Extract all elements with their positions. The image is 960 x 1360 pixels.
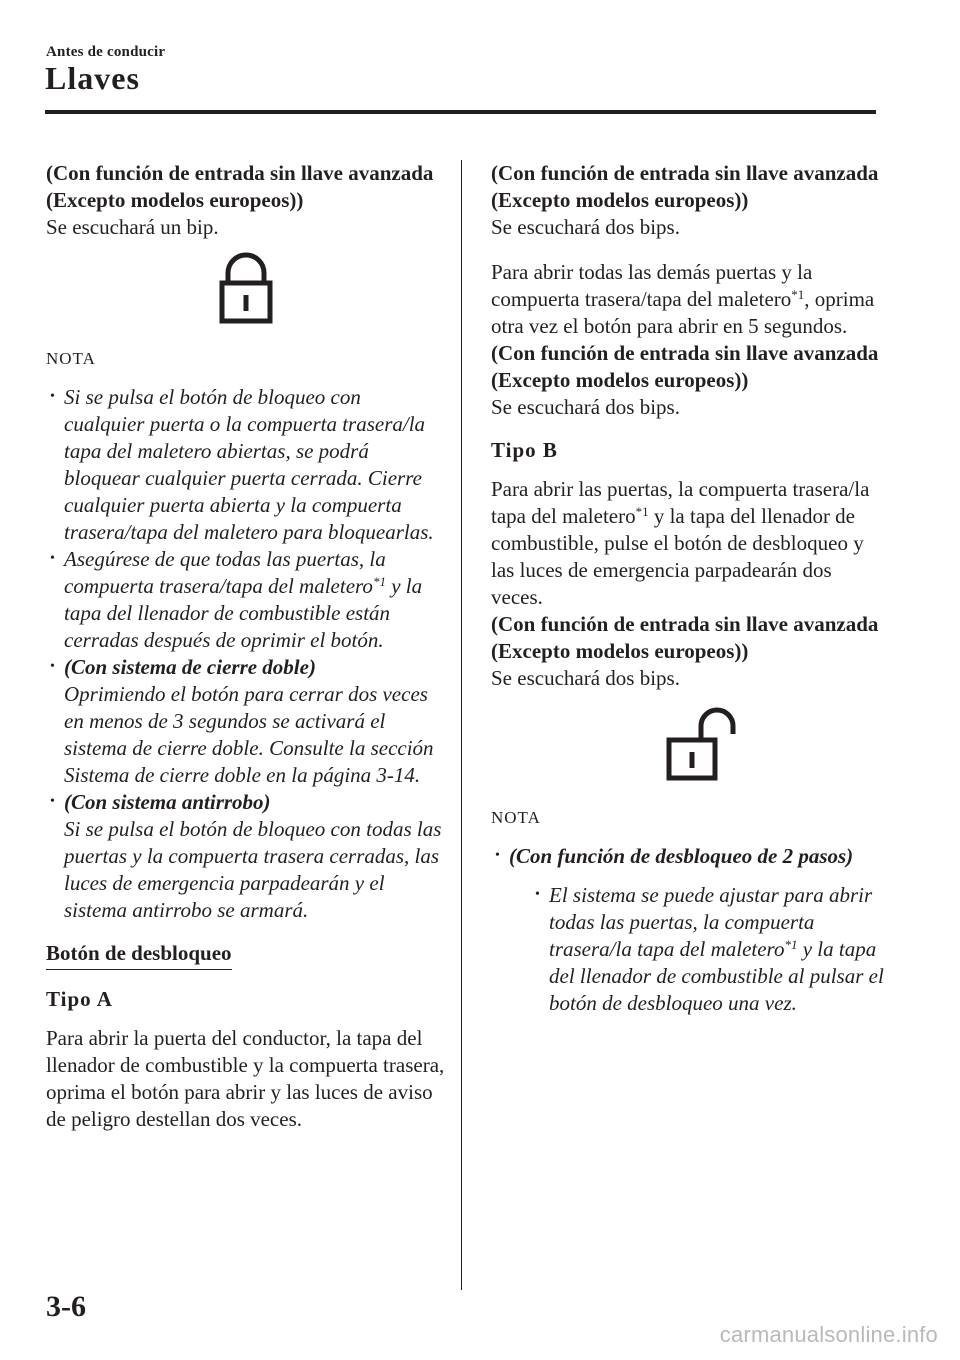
note-label: NOTA (46, 349, 96, 368)
note-subheading: (Con sistema de cierre doble) (64, 655, 316, 679)
condition-heading: (Con función de entrada sin llave avanzada (Excepto modelos europeos)) (46, 161, 434, 212)
body-text-part: , oprima otra vez el botón para abrir en 5 segundos. (491, 287, 875, 338)
body-text: Se escuchará dos bips. (491, 395, 680, 419)
right-column (491, 160, 886, 1017)
lock-closed-icon (46, 251, 446, 325)
footnote-mark: *1 (791, 287, 805, 302)
type-heading: Tipo B (491, 438, 558, 462)
footnote-mark: *1 (635, 504, 649, 519)
note-item (46, 654, 446, 789)
section-label: Antes de conducir (46, 44, 166, 60)
note-text: Si se pulsa el botón de bloqueo con todas las puertas y la compuerta trasera cerradas, las luces de emergencia parpadearán y el sistema antirrobo se armará. (64, 817, 442, 922)
footnote-mark: *1 (372, 574, 386, 589)
page-number: 3-6 (46, 1290, 86, 1323)
note-text: y la tapa del llenador de combustible están cerradas después de oprimir el botón. (64, 574, 423, 652)
note-item (491, 843, 886, 1017)
body-text: Se escuchará un bip. (46, 215, 219, 239)
note-text: y la tapa del llenador de combustible al pulsar el botón de desbloqueo una vez. (549, 937, 884, 1015)
left-column (46, 160, 446, 1133)
note-text: Si se pulsa el botón de bloqueo con cualquier puerta o la compuerta trasera/la tapa del maletero abiertas, se podrá bloquear cualquier puerta cerrada. Cierre cualquier puerta abierta y la compuerta trasera/tapa del maletero para bloquearlas. (64, 385, 434, 544)
body-text-part: y la tapa del llenador de combustible, pulse el botón de desbloqueo y las luces de emergencia parpadearán dos veces. (491, 504, 864, 609)
footnote-mark: *1 (784, 937, 798, 952)
note-text: Asegúrese de que todas las puertas, la compuerta trasera/tapa del maletero (64, 547, 386, 598)
note-item (46, 789, 446, 924)
condition-heading: (Con función de entrada sin llave avanzada (Excepto modelos europeos)) (491, 161, 879, 212)
body-text (491, 476, 886, 611)
body-text: Se escuchará dos bips. (491, 215, 680, 239)
lock-open-icon (491, 704, 886, 784)
note-list (46, 384, 446, 924)
header-divider (45, 110, 876, 114)
note-sublist (509, 882, 886, 1017)
note-label: NOTA (491, 808, 541, 827)
note-text: El sistema se puede ajustar para abrir todas las puertas, la compuerta trasera/la tapa del maletero (549, 883, 873, 961)
body-text: Para abrir la puerta del conductor, la tapa del llenador de combustible y la compuerta trasera, oprima el botón para abrir y las luces de aviso de peligro destellan dos veces. (46, 1026, 445, 1131)
watermark: carmanualsonline.info (719, 1322, 938, 1347)
column-divider (461, 160, 462, 1290)
note-text: Oprimiendo el botón para cerrar dos veces en menos de 3 segundos se activará el sistema de cierre doble. Consulte la sección Sistema de cierre doble en la página 3-14. (64, 682, 434, 787)
note-subheading: (Con sistema antirrobo) (64, 790, 271, 814)
note-item (46, 384, 446, 546)
body-text (491, 259, 886, 340)
note-item (46, 546, 446, 654)
page-title: Llaves (45, 60, 140, 96)
body-text-part: Para abrir todas las demás puertas y la compuerta trasera/tapa del maletero (491, 260, 813, 311)
type-heading: Tipo A (46, 987, 113, 1011)
body-text-part: Para abrir las puertas, la compuerta trasera/la tapa del maletero (491, 477, 870, 528)
note-list (491, 843, 886, 1017)
condition-heading: (Con función de entrada sin llave avanzada (Excepto modelos europeos)) (491, 612, 879, 663)
condition-heading: (Con función de entrada sin llave avanzada (Excepto modelos europeos)) (491, 341, 879, 392)
section-heading: Botón de desbloqueo (46, 940, 232, 970)
body-text: Se escuchará dos bips. (491, 666, 680, 690)
note-subheading: (Con función de desbloqueo de 2 pasos) (509, 844, 854, 868)
note-subitem (531, 882, 886, 1017)
